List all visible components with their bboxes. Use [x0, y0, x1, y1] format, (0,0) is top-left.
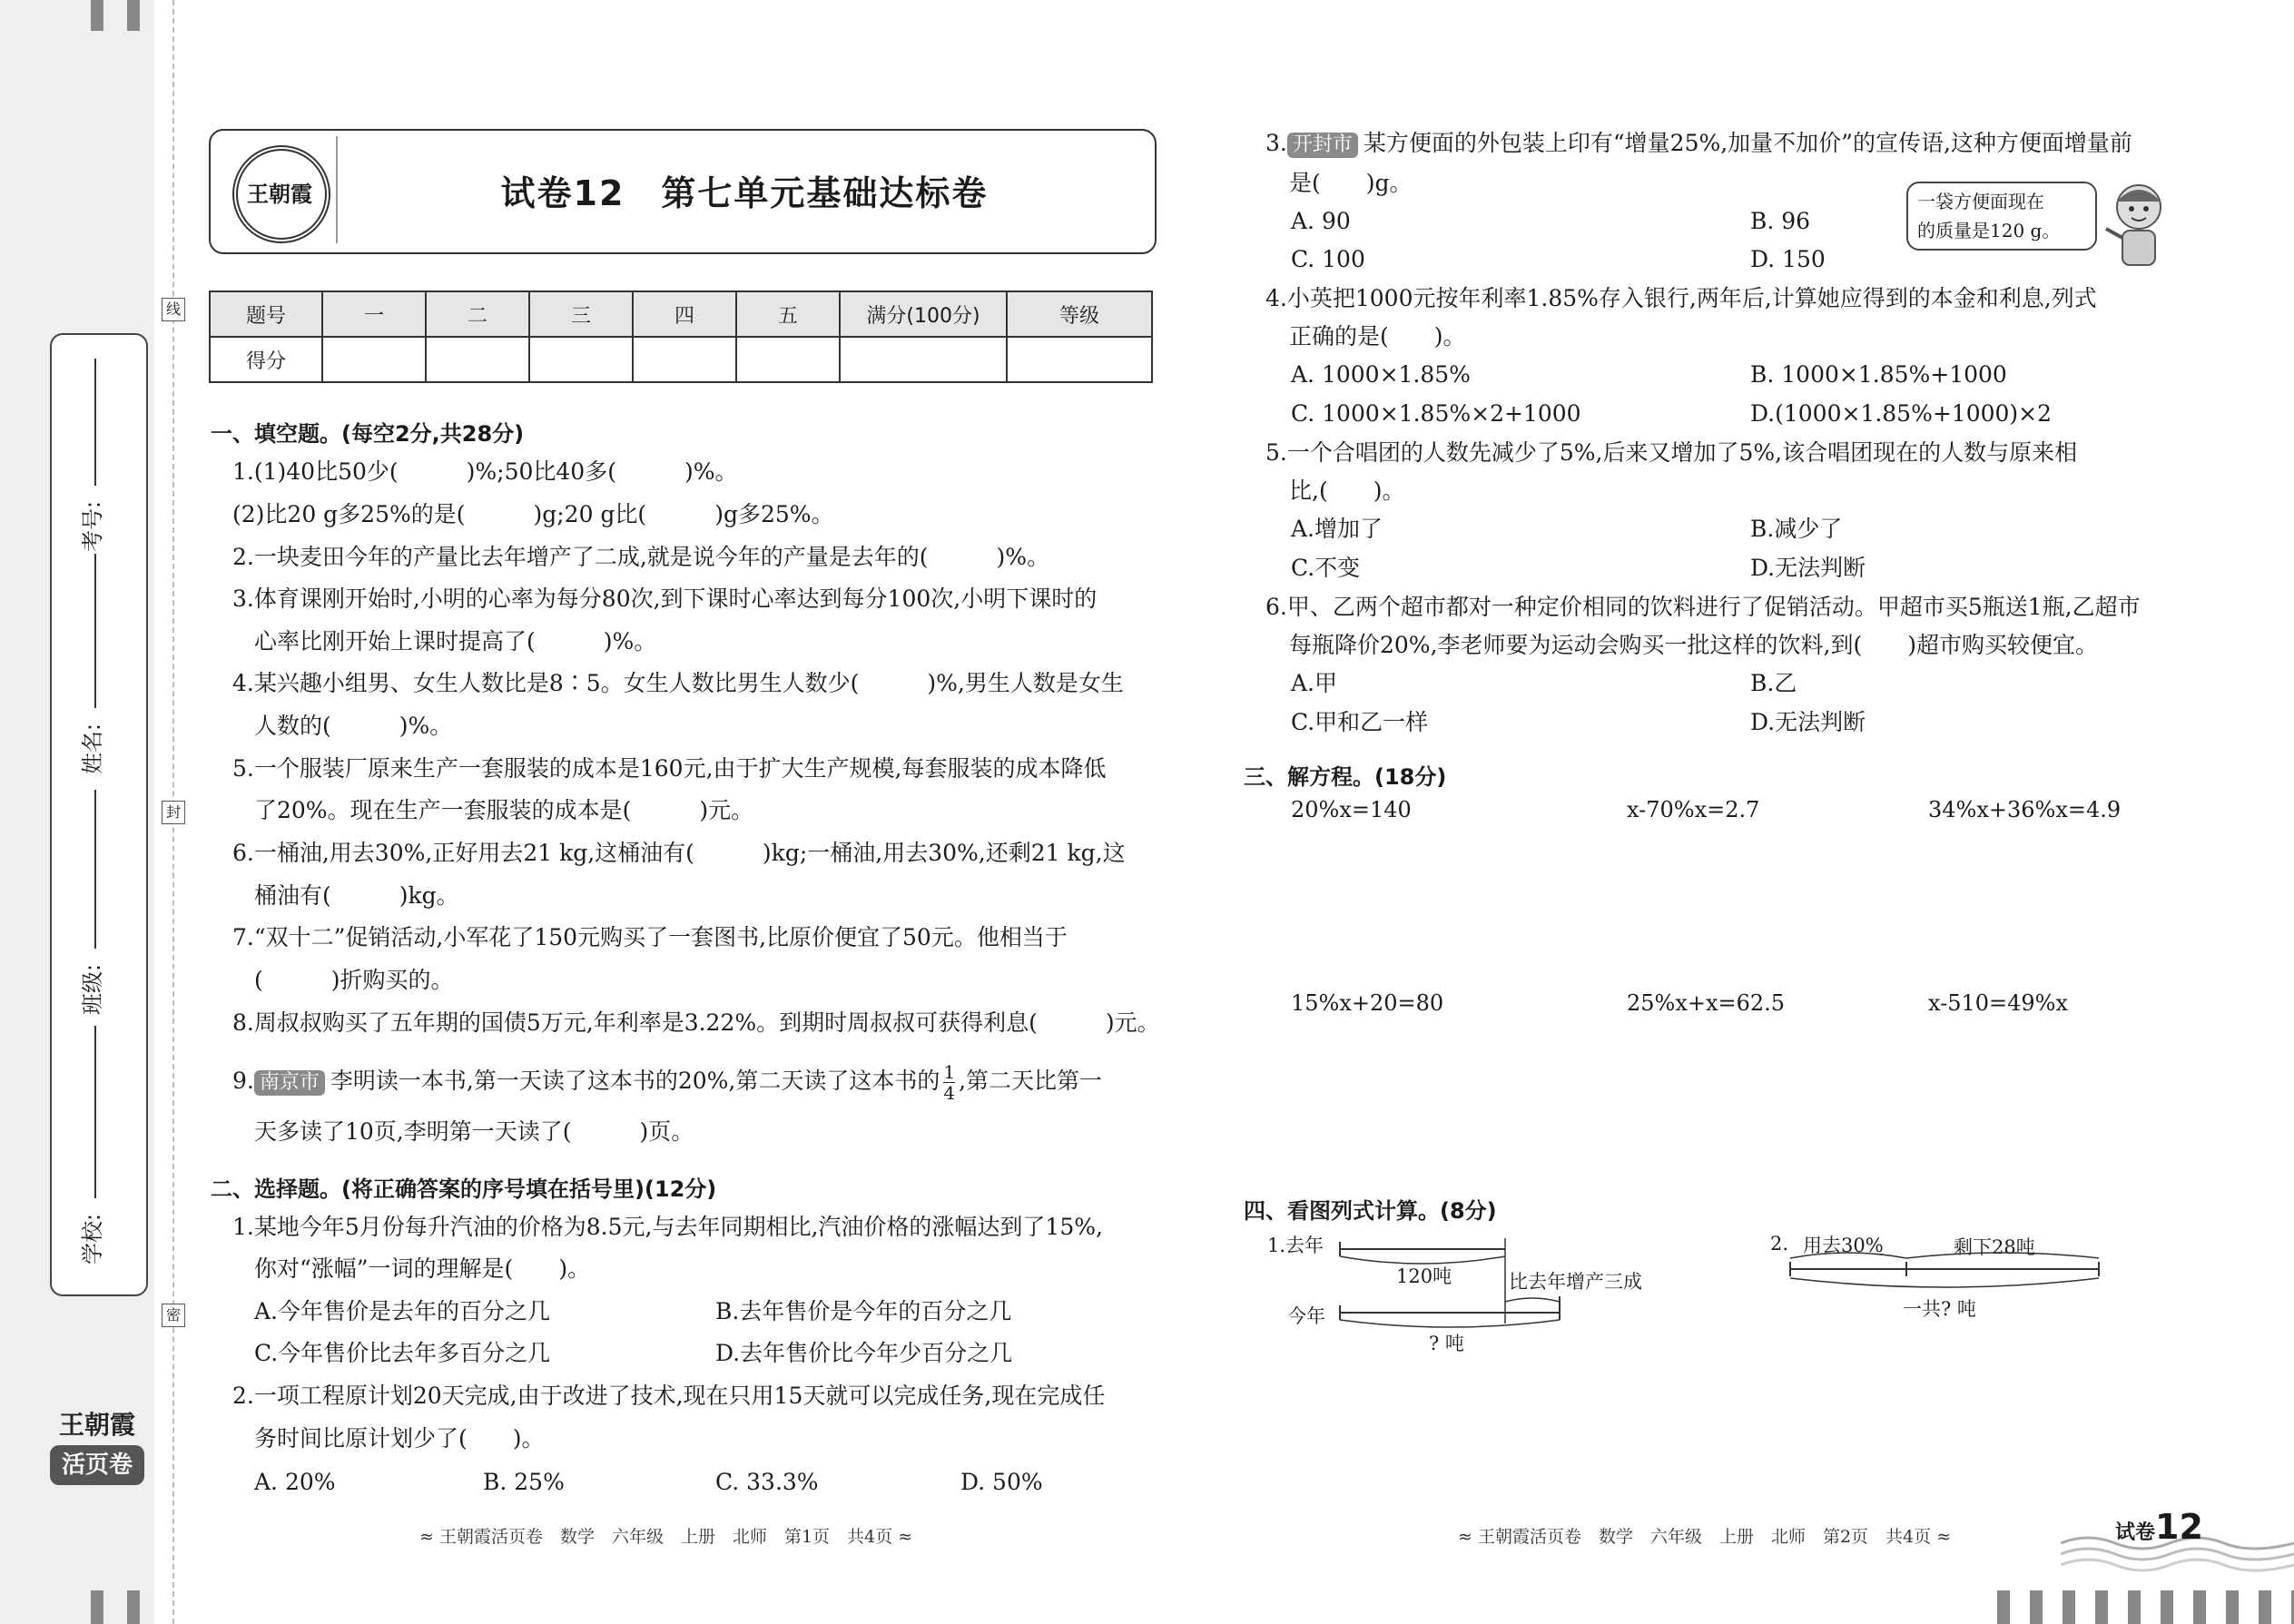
- brand-logo-sub: 活页卷: [50, 1445, 144, 1485]
- region-tag: 南京市: [254, 1070, 325, 1096]
- equation: 34%x+36%x=4.9: [1928, 797, 2122, 822]
- fill-question: 了20%。现在生产一套服装的成本是( )元。: [254, 797, 754, 823]
- score-cell[interactable]: [322, 337, 426, 382]
- fill-question: 桶油有( )kg。: [254, 882, 459, 909]
- binding-mark: [127, 0, 140, 31]
- score-header: 五: [736, 291, 840, 337]
- figure1-amount: 120吨: [1396, 1265, 1452, 1287]
- choice-question: 是( )g。: [1289, 170, 1413, 196]
- binding-char-seal: 封: [162, 801, 185, 824]
- choice-option: A.今年售价是去年的百分之几: [254, 1298, 551, 1324]
- choice-question: 你对“涨幅”一词的理解是( )。: [254, 1255, 591, 1282]
- equation: x-510=49%x: [1928, 990, 2069, 1016]
- fill-question: 4.某兴趣小组男、女生人数比是8∶5。女生人数比男生人数少( )%,男生人数是女生: [232, 670, 1124, 696]
- fill-question: 人数的( )%。: [254, 713, 453, 739]
- student-field-class[interactable]: 班级:: [80, 963, 105, 1016]
- paper-number-label: 试卷12: [2115, 1507, 2203, 1547]
- boy-illustration: [2099, 178, 2181, 269]
- fill-question: (2)比20 g多25%的是( )g;20 g比( )g多25%。: [232, 501, 834, 527]
- figure2-total: 一共? 吨: [1903, 1298, 1976, 1320]
- student-field-exam-no[interactable]: 考号:: [80, 500, 105, 553]
- choice-option: A. 20%: [254, 1469, 336, 1495]
- score-cell[interactable]: [633, 337, 736, 382]
- score-table: [209, 290, 1153, 383]
- fill-question: 1.(1)40比50少( )%;50比40多( )%。: [232, 458, 738, 485]
- choice-option: C.不变: [1291, 555, 1361, 581]
- choice-option: D. 50%: [960, 1469, 1043, 1495]
- choice-option: C.今年售价比去年多百分之几: [254, 1340, 551, 1366]
- fill-question: 心率比刚开始上课时提高了( )%。: [254, 628, 657, 655]
- choice-option: D.无法判断: [1750, 709, 1866, 735]
- score-cell[interactable]: [1007, 337, 1152, 382]
- choice-option: C. 33.3%: [715, 1469, 819, 1495]
- section4-heading: 四、看图列式计算。(8分): [1244, 1198, 1497, 1224]
- choice-option: B.乙: [1750, 670, 1797, 696]
- binding-mark: [91, 1590, 103, 1624]
- equation: 20%x=140: [1291, 797, 1412, 822]
- score-cell[interactable]: [840, 337, 1007, 382]
- score-cell[interactable]: [736, 337, 840, 382]
- region-tag: 开封市: [1287, 133, 1358, 158]
- binding-char-line: 线: [162, 298, 185, 321]
- student-field-school[interactable]: 学校:: [80, 1213, 105, 1265]
- section1-heading: 一、填空题。(每空2分,共28分): [211, 421, 525, 447]
- page-title: 试卷12 第七单元基础达标卷: [500, 173, 989, 213]
- choice-question: 4.小英把1000元按年利率1.85%存入银行,两年后,计算她应得到的本金和利息,列式: [1265, 285, 2097, 311]
- score-cell[interactable]: [529, 337, 633, 382]
- choice-option: A. 1000×1.85%: [1291, 361, 1471, 388]
- score-row-label: 得分: [210, 337, 322, 382]
- figure1-label: 1.去年: [1267, 1235, 1324, 1256]
- section2-heading: 二、选择题。(将正确答案的序号填在括号里)(12分): [211, 1176, 717, 1202]
- fill-question: 3.体育课刚开始时,小明的心率为每分80次,到下课时心率达到每分100次,小明下课时的: [232, 586, 1098, 612]
- choice-option: C. 100: [1291, 246, 1365, 272]
- choice-option: A.甲: [1291, 670, 1338, 696]
- choice-question: 2.一项工程原计划20天完成,由于改进了技术,现在只用15天就可以完成任务,现在完成任: [232, 1383, 1106, 1409]
- score-header: 题号: [210, 291, 322, 337]
- figure1-note: 比去年增产三成: [1509, 1271, 1642, 1293]
- choice-question: 5.一个合唱团的人数先减少了5%,后来又增加了5%,该合唱团现在的人数与原来相: [1265, 439, 2078, 466]
- choice-question: 正确的是( )。: [1289, 323, 1466, 349]
- field-underline: [94, 1026, 96, 1198]
- score-header: 二: [426, 291, 529, 337]
- choice-option: D. 150: [1750, 246, 1826, 272]
- fill-question: 8.周叔叔购买了五年期的国债5万元,年利率是3.22%。到期时周叔叔可获得利息( )元。: [232, 1009, 1160, 1036]
- brand-seal: [218, 136, 338, 243]
- choice-option: B.减少了: [1750, 516, 1843, 542]
- field-underline: [94, 554, 96, 708]
- choice-option: A. 90: [1291, 208, 1351, 234]
- field-underline: [94, 790, 96, 949]
- choice-question: 1.某地今年5月份每升汽油的价格为8.5元,与去年同期相比,汽油价格的涨幅达到了15%,: [232, 1214, 1103, 1240]
- choice-question: 务时间比原计划少了( )。: [254, 1425, 545, 1452]
- choice-option: B. 1000×1.85%+1000: [1750, 361, 2007, 388]
- fill-question: 7.“双十二”促销活动,小军花了150元购买了一套图书,比原价便宜了50元。他相当于: [232, 924, 1068, 950]
- footer-left: ≈ 王朝霞活页卷 数学 六年级 上册 北师 第1页 共4页 ≈: [419, 1527, 913, 1547]
- student-field-name[interactable]: 姓名:: [80, 723, 105, 775]
- figure2-diagram: [1785, 1245, 2112, 1300]
- fill-question: 6.一桶油,用去30%,正好用去21 kg,这桶油有( )kg;一桶油,用去30%,还剩21 kg,这: [232, 840, 1126, 866]
- figure2-num: 2.: [1770, 1233, 1789, 1255]
- binding-mark: [127, 1590, 140, 1624]
- binding-mark: [91, 0, 103, 31]
- speech-bubble: 一袋方便面现在 的质量是120 g。: [1906, 182, 2097, 251]
- figure1-unknown: ? 吨: [1429, 1333, 1464, 1354]
- choice-option: C. 1000×1.85%×2+1000: [1291, 400, 1581, 427]
- fill-question-9: 9. 南京市 李明读一本书,第一天读了这本书的20%,第二天读了这本书的 $\frac{1}{4}$ ,第二天比第一: [232, 1061, 1103, 1104]
- choice-option: B. 25%: [483, 1469, 565, 1495]
- score-header: 等级: [1007, 291, 1152, 337]
- choice-question: 每瓶降价20%,李老师要为运动会购买一批这样的饮料,到( )超市购买较便宜。: [1289, 632, 2098, 658]
- score-header: 满分(100分): [840, 291, 1007, 337]
- footer-right: ≈ 王朝霞活页卷 数学 六年级 上册 北师 第2页 共4页 ≈: [1458, 1527, 1952, 1547]
- choice-option: D.去年售价比今年少百分之几: [715, 1340, 1013, 1366]
- fill-question: ( )折购买的。: [254, 967, 454, 993]
- choice-option: B.去年售价是今年的百分之几: [715, 1298, 1012, 1324]
- field-underline: [94, 359, 96, 486]
- brand-logo-text: 王朝霞: [58, 1410, 135, 1440]
- fill-question: 2.一块麦田今年的产量比去年增产了二成,就是说今年的产量是去年的( )%。: [232, 544, 1050, 570]
- figure1-diagram: [1331, 1233, 1567, 1333]
- fill-question: 天多读了10页,李明第一天读了( )页。: [254, 1118, 694, 1145]
- choice-question-3: 3. 开封市 某方便面的外包装上印有“增量25%,加量不加价”的宣传语,这种方便面增量前: [1265, 130, 2132, 156]
- equation: 15%x+20=80: [1291, 990, 1444, 1016]
- choice-option: D.(1000×1.85%+1000)×2: [1750, 400, 2053, 427]
- choice-option: A.增加了: [1291, 516, 1383, 542]
- score-cell[interactable]: [426, 337, 529, 382]
- figure2-left: 剩下28吨: [1954, 1236, 2035, 1258]
- student-info-box: [50, 333, 148, 1296]
- figure2-used: 用去30%: [1803, 1235, 1884, 1256]
- binding-marks-bottom: [1997, 1590, 2294, 1624]
- score-header: 三: [529, 291, 633, 337]
- brand-logo-small: [50, 1405, 144, 1496]
- brand-seal-text: 王朝霞: [247, 181, 312, 207]
- score-header: 一: [322, 291, 426, 337]
- binding-char-secret: 密: [162, 1304, 185, 1327]
- fraction: $\frac{1}{4}$: [943, 1061, 956, 1104]
- fill-question: 5.一个服装厂原来生产一套服装的成本是160元,由于扩大生产规模,每套服装的成本降低: [232, 755, 1107, 782]
- equation: x-70%x=2.7: [1627, 797, 1760, 822]
- section3-heading: 三、解方程。(18分): [1244, 764, 1447, 790]
- choice-option: C.甲和乙一样: [1291, 709, 1429, 735]
- figure1-this-year: 今年: [1287, 1305, 1325, 1327]
- choice-option: D.无法判断: [1750, 555, 1866, 581]
- equation: 25%x+x=62.5: [1627, 990, 1786, 1016]
- choice-question: 比,( )。: [1289, 477, 1405, 504]
- score-header: 四: [633, 291, 736, 337]
- choice-option: B. 96: [1750, 208, 1811, 234]
- choice-question: 6.甲、乙两个超市都对一种定价相同的饮料进行了促销活动。甲超市买5瓶送1瓶,乙超市: [1265, 594, 2141, 620]
